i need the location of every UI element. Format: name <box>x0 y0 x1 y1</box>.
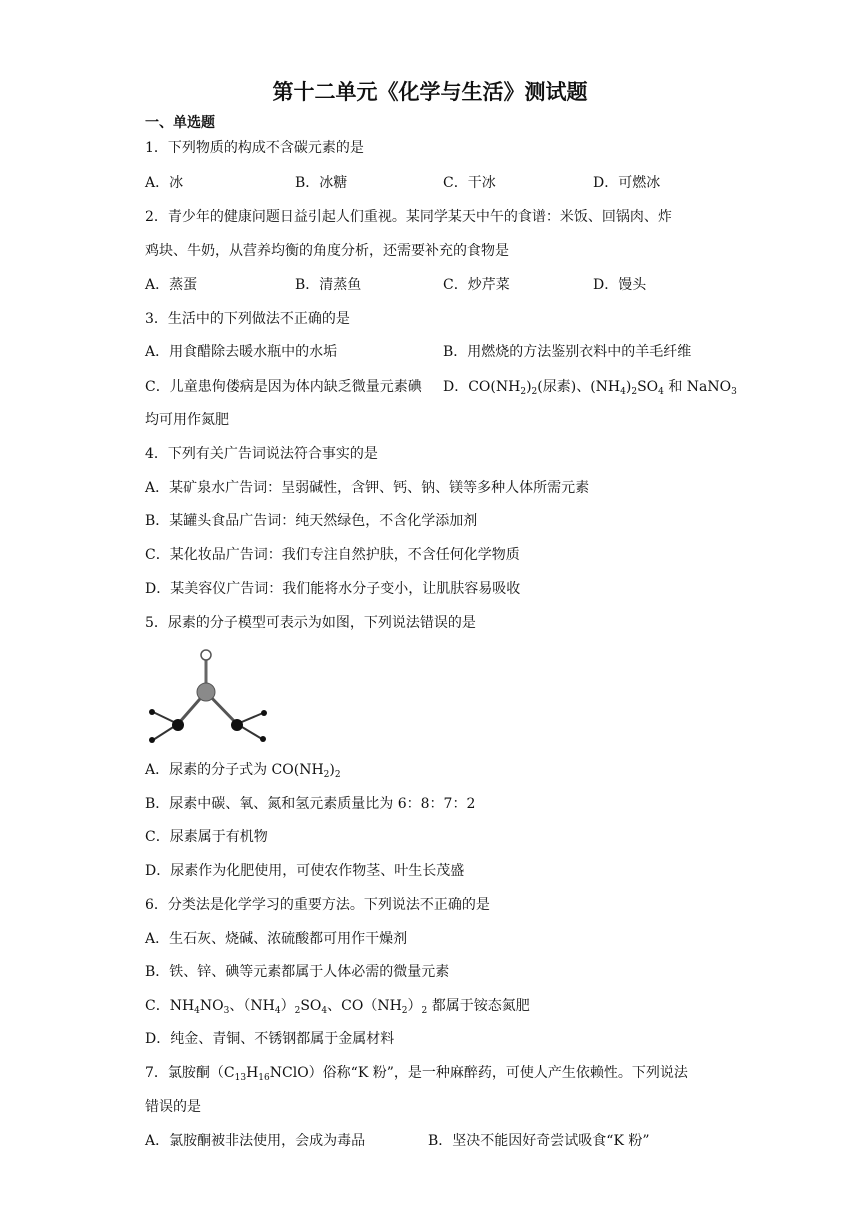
q1-option-c: C．干冰 <box>443 175 496 191</box>
q6-stem: 6．分类法是化学学习的重要方法。下列说法不正确的是 <box>145 897 490 913</box>
q5-option-b: B．尿素中碳、氧、氮和氢元素质量比为 6：8：7：2 <box>145 796 476 812</box>
q3-stem: 3．生活中的下列做法不正确的是 <box>145 311 350 327</box>
q2-stem-line1: 2．青少年的健康问题日益引起人们重视。某同学某天中午的食谱：米饭、回锅肉、炸 <box>145 209 672 225</box>
q6-option-b: B．铁、锌、碘等元素都属于人体必需的微量元素 <box>145 964 450 980</box>
q3-option-c: C．儿童患佝偻病是因为体内缺乏微量元素碘 <box>145 379 422 395</box>
nitrogen-atom <box>172 719 184 731</box>
q2-stem-line2: 鸡块、牛奶，从营养均衡的角度分析，还需要补充的食物是 <box>145 243 509 259</box>
q3-option-d: D．$CO(NH_2)_2$(尿素)、$(NH_4)_2SO_4$ 和 NaNO$_3$ <box>443 379 737 397</box>
oxygen-atom <box>201 650 211 660</box>
q5-option-d: D．尿素作为化肥使用，可使农作物茎、叶生长茂盛 <box>145 863 465 879</box>
q7-option-a: A．氯胺酮被非法使用，会成为毒品 <box>145 1133 366 1149</box>
q7-option-b: B．坚决不能因好奇尝试吸食“K 粉” <box>428 1133 650 1149</box>
q4-option-d: D．某美容仪广告词：我们能将水分子变小，让肌肤容易吸收 <box>145 581 521 597</box>
q2-option-a: A．蒸蛋 <box>145 277 198 293</box>
q2-option-b: B．清蒸鱼 <box>295 277 362 293</box>
q2-option-d: D．馒头 <box>593 277 647 293</box>
q2-option-c: C．炒芹菜 <box>443 277 510 293</box>
nitrogen-atom <box>231 719 243 731</box>
urea-molecule-figure <box>145 648 275 748</box>
hydrogen-atom <box>149 709 155 715</box>
q3-option-d-continued: 均可用作氮肥 <box>145 412 229 428</box>
q1-stem: 1．下列物质的构成不含碳元素的是 <box>145 140 364 156</box>
q6-option-c: C．$NH_4NO_3$、$(NH_4)_2SO_4$、$CO(NH_2)_2$ 都属于铵态氮肥 <box>145 998 530 1016</box>
hydrogen-atom <box>149 737 155 743</box>
q1-option-b: B．冰糖 <box>295 175 348 191</box>
q7-stem-line1: 7．氯胺酮$(C_{13}H_{16}NClO)$俗称“K 粉”，是一种麻醉药，可使人产生依赖性。下列说法 <box>145 1065 688 1083</box>
q4-stem: 4．下列有关广告词说法符合事实的是 <box>145 446 378 462</box>
q3-option-b: B．用燃烧的方法鉴别衣料中的羊毛纤维 <box>443 344 692 360</box>
q7-stem-line2: 错误的是 <box>145 1099 201 1115</box>
section-heading: 一、单选题 <box>145 115 215 131</box>
q3-option-a: A．用食醋除去暖水瓶中的水垢 <box>145 344 338 360</box>
q4-option-c: C．某化妆品广告词：我们专注自然护肤，不含任何化学物质 <box>145 547 520 563</box>
q6-option-d: D．纯金、青铜、不锈钢都属于金属材料 <box>145 1031 395 1047</box>
hydrogen-atom <box>260 736 266 742</box>
q5-option-a: A．尿素的分子式为 $CO(NH_2)_2$ <box>145 762 341 780</box>
q4-option-b: B．某罐头食品广告词：纯天然绿色，不含化学添加剂 <box>145 513 478 529</box>
page-title: 第十二单元《化学与生活》测试题 <box>272 80 588 104</box>
q6-option-a: A．生石灰、烧碱、浓硫酸都可用作干燥剂 <box>145 931 408 947</box>
hydrogen-atom <box>261 710 267 716</box>
carbon-atom <box>197 683 215 701</box>
q1-option-a: A．冰 <box>145 175 184 191</box>
q1-option-d: D．可燃冰 <box>593 175 661 191</box>
q4-option-a: A．某矿泉水广告词：呈弱碱性，含钾、钙、钠、镁等多种人体所需元素 <box>145 480 590 496</box>
q5-stem: 5．尿素的分子模型可表示为如图，下列说法错误的是 <box>145 615 476 631</box>
q5-option-c: C．尿素属于有机物 <box>145 829 268 845</box>
